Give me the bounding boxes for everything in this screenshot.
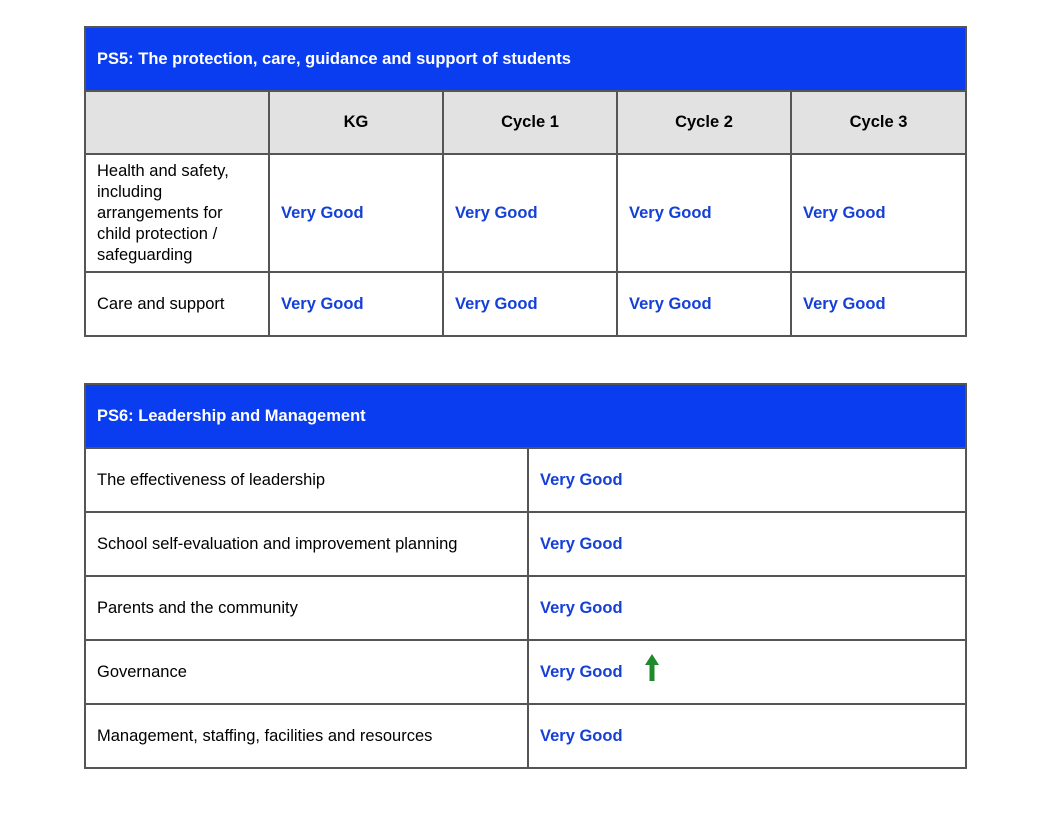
rating-value: Very Good	[528, 576, 966, 640]
table-row	[85, 154, 966, 272]
rating-value: Very Good	[540, 662, 623, 681]
table-row	[85, 704, 966, 768]
row-label-health-and-safety: Health and safety, including arrangements for child protection / safeguarding	[85, 154, 269, 272]
rating-cycle-2: Very Good	[617, 154, 791, 272]
rating-cycle-2: Very Good	[617, 272, 791, 336]
rating-cycle-1: Very Good	[443, 154, 617, 272]
row-label-self-evaluation: School self-evaluation and improvement planning	[85, 512, 528, 576]
ps5-column-cycle-2: Cycle 2	[617, 91, 791, 154]
ps5-corner-cell	[85, 91, 269, 154]
ps6-table	[84, 383, 967, 769]
rating-cycle-3: Very Good	[791, 272, 966, 336]
rating-kg: Very Good	[269, 154, 443, 272]
ps5-column-cycle-1: Cycle 1	[443, 91, 617, 154]
rating-cycle-1: Very Good	[443, 272, 617, 336]
table-row	[85, 576, 966, 640]
ps5-column-cycle-3: Cycle 3	[791, 91, 966, 154]
row-label-care-and-support: Care and support	[85, 272, 269, 336]
table-row	[85, 640, 966, 704]
table-row	[85, 448, 966, 512]
row-label-governance: Governance	[85, 640, 528, 704]
rating-cycle-3: Very Good	[791, 154, 966, 272]
table-row	[85, 512, 966, 576]
ps5-column-kg: KG	[269, 91, 443, 154]
rating-value: Very Good	[528, 512, 966, 576]
ps6-title: PS6: Leadership and Management	[85, 384, 966, 448]
up-arrow-icon	[645, 654, 659, 687]
ps5-table	[84, 26, 967, 337]
ps5-column-header-row	[85, 91, 966, 154]
row-label-effectiveness-of-leadership: The effectiveness of leadership	[85, 448, 528, 512]
row-label-parents-and-community: Parents and the community	[85, 576, 528, 640]
rating-cell-governance	[528, 640, 966, 704]
rating-kg: Very Good	[269, 272, 443, 336]
rating-value: Very Good	[528, 704, 966, 768]
rating-value: Very Good	[528, 448, 966, 512]
row-label-management-staffing: Management, staffing, facilities and resources	[85, 704, 528, 768]
ps5-title: PS5: The protection, care, guidance and support of students	[85, 27, 966, 91]
table-row	[85, 272, 966, 336]
